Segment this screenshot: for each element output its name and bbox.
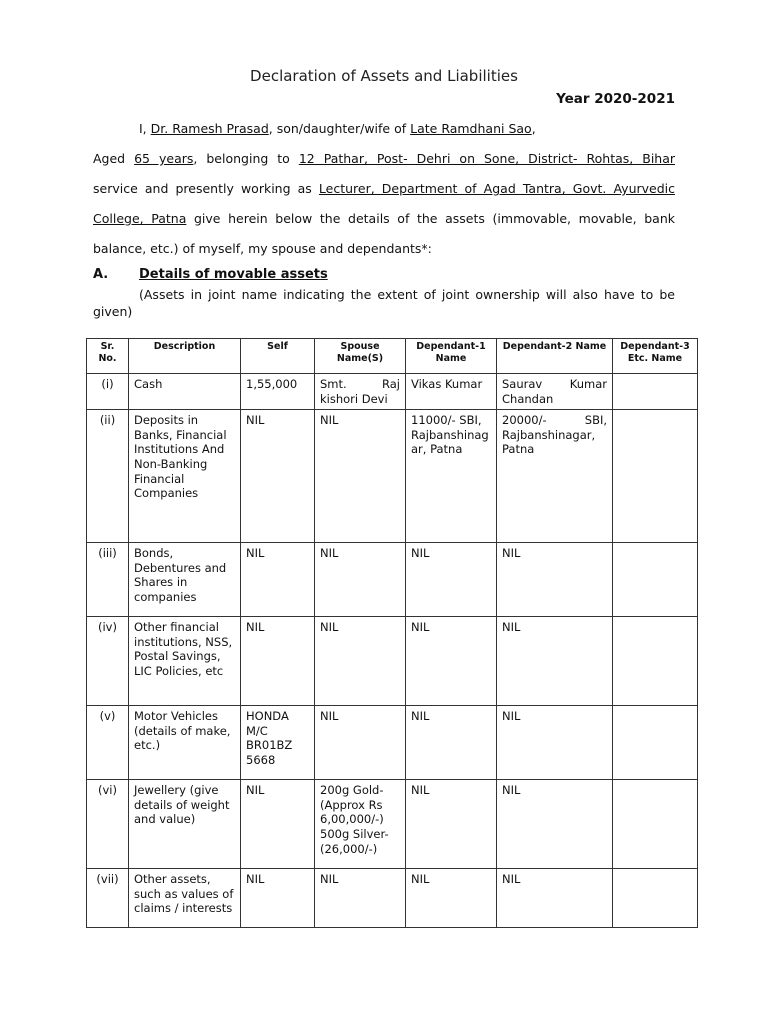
intro-line-4 (93, 211, 675, 226)
row-dependant-2: NIL (497, 780, 613, 869)
intro-text: , (531, 121, 536, 136)
row-spouse: NIL (315, 869, 406, 928)
row-self: NIL (241, 780, 315, 869)
row-dependant-3 (613, 780, 698, 869)
parent-name: Late Ramdhani Sao (410, 121, 532, 136)
row-dependant-3 (613, 543, 698, 617)
row-sr-no: (vi) (87, 780, 129, 869)
section-title: Details of movable assets (139, 267, 328, 282)
section-note-text: (Assets in joint name indicating the extent of joint ownership will also have to be given) (93, 287, 675, 319)
header-self: Self (241, 339, 315, 374)
row-sr-no: (i) (87, 374, 129, 410)
row-dependant-2: NIL (497, 869, 613, 928)
row-dependant-1: NIL (406, 617, 497, 706)
section-a-note (93, 286, 675, 320)
section-letter: A. (93, 267, 109, 282)
row-description: Cash (129, 374, 241, 410)
row-description: Bonds, Debentures and Shares in companies (129, 543, 241, 617)
row-sr-no: (v) (87, 706, 129, 780)
row-self: 1,55,000 (241, 374, 315, 410)
intro-line-5: balance, etc.) of myself, my spouse and dependants*: (93, 241, 432, 256)
row-dependant-3 (613, 869, 698, 928)
section-a-heading (93, 267, 328, 282)
header-dependant-3: Dependant-3 Etc. Name (613, 339, 698, 374)
row-dependant-2: Saurav Kumar Chandan (497, 374, 613, 410)
table-row (87, 543, 698, 617)
row-dependant-3 (613, 410, 698, 543)
header-sr-no: Sr. No. (87, 339, 129, 374)
table-row (87, 410, 698, 543)
row-self: NIL (241, 869, 315, 928)
movable-assets-table (86, 338, 698, 928)
row-dependant-3 (613, 374, 698, 410)
row-self: NIL (241, 617, 315, 706)
table-row (87, 869, 698, 928)
intro-text: service and presently working as (93, 181, 319, 196)
intro-line-1 (93, 121, 675, 136)
row-sr-no: (vii) (87, 869, 129, 928)
row-description: Other financial institutions, NSS, Postal Savings, LIC Policies, etc (129, 617, 241, 706)
row-dependant-1: NIL (406, 706, 497, 780)
row-self: HONDA M/C BR01BZ 5668 (241, 706, 315, 780)
intro-text: give herein below the details of the assets (immovable, movable, bank (186, 211, 675, 226)
declarant-position: Lecturer, Department of Agad Tantra, Govt. Ayurvedic (318, 181, 675, 196)
row-dependant-2: NIL (497, 543, 613, 617)
table-row (87, 617, 698, 706)
row-spouse: Smt. Raj kishori Devi (315, 374, 406, 410)
row-description: Jewellery (give details of weight and value) (129, 780, 241, 869)
row-dependant-2: 20000/- SBI, Rajbanshinagar, Patna (497, 410, 613, 543)
row-dependant-3 (613, 617, 698, 706)
row-spouse: NIL (315, 543, 406, 617)
intro-text: Aged (93, 151, 135, 166)
row-spouse: NIL (315, 617, 406, 706)
table-row (87, 780, 698, 869)
intro-text: I, (139, 121, 151, 136)
row-spouse: NIL (315, 410, 406, 543)
row-dependant-2: NIL (497, 706, 613, 780)
row-description: Other assets, such as values of claims / interests (129, 869, 241, 928)
row-sr-no: (ii) (87, 410, 129, 543)
row-dependant-1: NIL (406, 780, 497, 869)
document-title: Declaration of Assets and Liabilities (250, 67, 518, 85)
row-spouse: NIL (315, 706, 406, 780)
declarant-address: 12 Pathar, Post- Dehri on Sone, District- Rohtas, Bihar (298, 151, 676, 166)
row-self: NIL (241, 410, 315, 543)
declarant-position-cont: College, Patna (93, 211, 187, 226)
row-sr-no: (iii) (87, 543, 129, 617)
row-dependant-1: 11000/- SBI, Rajbanshinagar, Patna (406, 410, 497, 543)
row-spouse: 200g Gold-(Approx Rs 6,00,000/-) 500g Silver-(26,000/-) (315, 780, 406, 869)
declaration-year: Year 2020-2021 (556, 91, 675, 107)
row-dependant-2: NIL (497, 617, 613, 706)
declarant-age: 65 years (134, 151, 194, 166)
row-dependant-1: Vikas Kumar (406, 374, 497, 410)
row-sr-no: (iv) (87, 617, 129, 706)
intro-line-3 (93, 181, 675, 196)
row-dependant-1: NIL (406, 869, 497, 928)
row-self: NIL (241, 543, 315, 617)
intro-line-2 (93, 151, 675, 166)
row-dependant-1: NIL (406, 543, 497, 617)
table-row (87, 374, 698, 410)
intro-text: , son/daughter/wife of (268, 121, 411, 136)
header-spouse: Spouse Name(S) (315, 339, 406, 374)
declarant-name: Dr. Ramesh Prasad (150, 121, 269, 136)
table-row (87, 706, 698, 780)
header-dependant-2: Dependant-2 Name (497, 339, 613, 374)
intro-text: , belonging to (193, 151, 299, 166)
table-header-row (87, 339, 698, 374)
row-description: Deposits in Banks, Financial Institutions And Non-Banking Financial Companies (129, 410, 241, 543)
row-description: Motor Vehicles (details of make, etc.) (129, 706, 241, 780)
header-description: Description (129, 339, 241, 374)
header-dependant-1: Dependant-1 Name (406, 339, 497, 374)
row-dependant-3 (613, 706, 698, 780)
